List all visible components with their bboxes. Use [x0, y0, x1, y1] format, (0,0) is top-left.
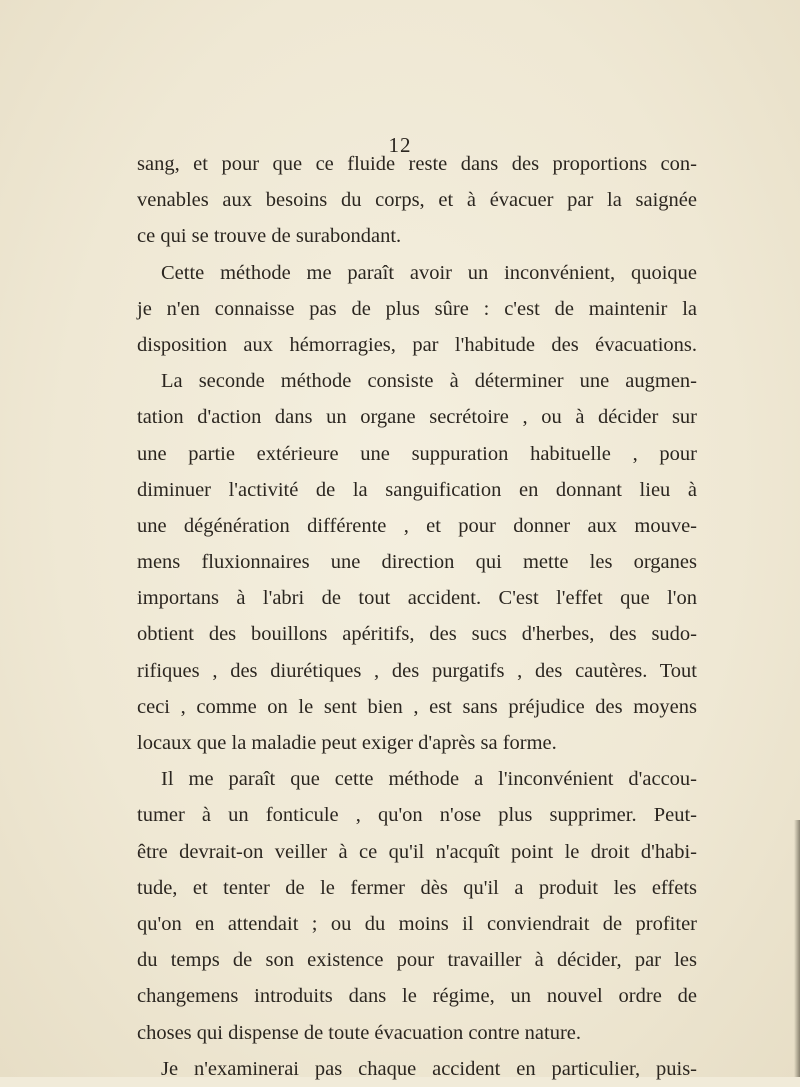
text-line: Cette méthode me paraît avoir un inconvénient, quoique: [161, 261, 697, 284]
text-line: je n'en connaisse pas de plus sûre : c'est de maintenir la: [137, 297, 697, 320]
text-line: rifiques , des diurétiques , des purgatifs , des cautères. Tout: [137, 659, 697, 682]
text-line: locaux que la maladie peut exiger d'après sa forme.: [137, 732, 557, 754]
text-line: diminuer l'activité de la sanguification en donnant lieu à: [137, 478, 697, 501]
text-line: qu'on en attendait ; ou du moins il conviendrait de profiter: [137, 912, 697, 935]
text-line: mens fluxionnaires une direction qui mette les organes: [137, 551, 697, 574]
page-number: 12: [388, 133, 412, 157]
text-line: tude, et tenter de le fermer dès qu'il a produit les effets: [137, 876, 697, 899]
text-line: Il me paraît que cette méthode a l'inconvénient d'accou-: [161, 768, 697, 791]
text-line: importans à l'abri de tout accident. C'est l'effet que l'on: [137, 587, 697, 610]
text-line: changemens introduits dans le régime, un nouvel ordre de: [137, 985, 697, 1008]
text-line: tation d'action dans un organe secrétoire , ou à décider sur: [137, 406, 697, 429]
page-edge-shadow: [794, 820, 800, 1077]
text-line: une partie extérieure une suppuration habituelle , pour: [137, 442, 697, 465]
text-line: venables aux besoins du corps, et à évacuer par la saignée: [137, 189, 697, 212]
text-line: Je n'examinerai pas chaque accident en particulier, puis-: [161, 1057, 697, 1080]
text-line: La seconde méthode consiste à déterminer une augmen-: [161, 370, 697, 393]
text-line: une dégénération différente , et pour donner aux mouve-: [137, 514, 697, 537]
body-text: [137, 146, 697, 1087]
text-line: sang, et pour que ce fluide reste dans des proportions con-: [137, 153, 697, 175]
text-line: être devrait-on veiller à ce qu'il n'acquît point le droit d'habi-: [137, 840, 697, 863]
text-line: du temps de son existence pour travailler à décider, par les: [137, 949, 697, 972]
text-line: obtient des bouillons apéritifs, des sucs d'herbes, des sudo-: [137, 623, 697, 646]
text-line: ceci , comme on le sent bien , est sans préjudice des moyens: [137, 695, 697, 718]
text-line: tumer à un fonticule , qu'on n'ose plus supprimer. Peut-: [137, 804, 697, 827]
text-line: ce qui se trouve de surabondant.: [137, 225, 402, 248]
text-line: choses qui dispense de toute évacuation contre nature.: [137, 1021, 582, 1044]
text-line: disposition aux hémorragies, par l'habitude des évacuations.: [137, 333, 697, 356]
